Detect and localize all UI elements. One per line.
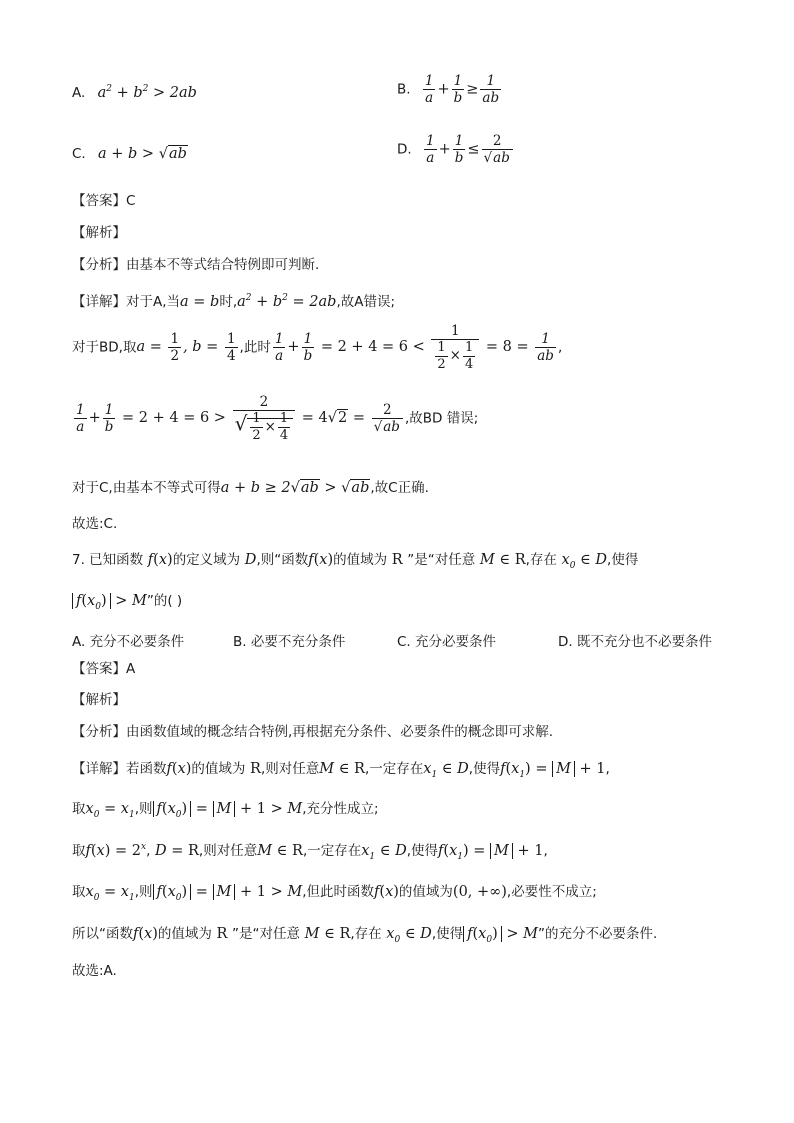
option-d: D. $\frac{1}{a}$ + $\frac{1}{b}$ ≤ $\frac{2}{√ab}$ [397,134,515,165]
q7-option-b: B. 必要不充分条件 [233,634,346,650]
detail-line-2: 对于BD,取a = $\frac{1}{2}$ , b = $\frac{1}{4}$ ,此时 $\frac{1}{a}$ + $\frac{1}{b}$ = 2 + 4 = 6 < 1 $\frac{1}{2}$ × $\frac{1}{4}$ = 8 = $\frac{1}{ab}$ , [72,323,563,372]
fenxi-line-2: 【分析】由函数值域的概念结合特例,再根据充分条件、必要条件的概念即可求解. [72,724,554,740]
q7-option-d: D. 既不充分也不必要条件 [558,634,712,650]
question-7-line-2: $f(x_0) > M$”的( ) [72,593,182,613]
analysis-heading-1: 【解析】 [72,225,126,241]
option-b: B. $\frac{1}{a}$ + $\frac{1}{b}$ ≥ $\frac{1}{ab}$ [397,73,500,107]
detail2-line-5: 所以“函数f(x)的值域为 R ”是“对任意 M ∈ R,存在 $x_0$ ∈ D,使得 $f(x_0) > M$”的充分不必要条件. [72,926,658,945]
q7-option-a: A. 充分不必要条件 [72,634,185,650]
answer-line-2: 【答案】A [72,661,136,677]
detail2-line-3: 取$f(x) = 2^x$, D = R,则对任意M ∈ R,一定存在$x_1$ ∈ D,使得$f(x_1) = M + 1$, [72,842,548,862]
detail2-line-1: 【详解】若函数f(x)的值域为 R,则对任意M ∈ R,一定存在$x_1$ ∈ D,使得$f(x_1) = M + 1$, [72,761,610,780]
answer-line-1: 【答案】C [72,193,136,209]
q7-option-c: C. 充分必要条件 [397,634,497,650]
detail-line-3: $\frac{1}{a}$ + $\frac{1}{b}$ = 2 + 4 = 6 > 2 √ $\frac{1}{2}$ × $\frac{1}{4}$ = 4√2 = $\frac{2}{√ab}$ ,故BD 错误; [76,394,479,443]
option-c: C. a + b > √ab [72,146,187,162]
conclusion-1: 故选:C. [72,516,118,532]
question-7-line-1: 7. 已知函数 f(x)的定义域为 D,则“函数f(x)的值域为 R ”是“对任意 M ∈ R,存在 $x_0$ ∈ D,使得 [72,552,639,571]
detail-line-4: 对于C,由基本不等式可得a + b ≥ 2√ab > √ab,故C正确. [72,480,429,496]
detail2-line-2: 取$x_0 = x_1$,则 $f(x_0) = M + 1 > M$,充分性成立; [72,801,379,820]
conclusion-2: 故选:A. [72,963,117,979]
detail2-line-4: 取$x_0 = x_1$,则 $f(x_0) = M + 1 > M$,但此时函数f(x)的值域为(0, +∞),必要性不成立; [72,884,597,903]
fenxi-line-1: 【分析】由基本不等式结合特例即可判断. [72,257,320,273]
option-a: A. $a^2 + b^2 > 2ab$ [72,84,197,101]
analysis-heading-2: 【解析】 [72,692,126,708]
detail-line-1: 【详解】对于A,当a = b时$,a^2 + b^2 = 2ab$,故A错误; [72,293,396,310]
